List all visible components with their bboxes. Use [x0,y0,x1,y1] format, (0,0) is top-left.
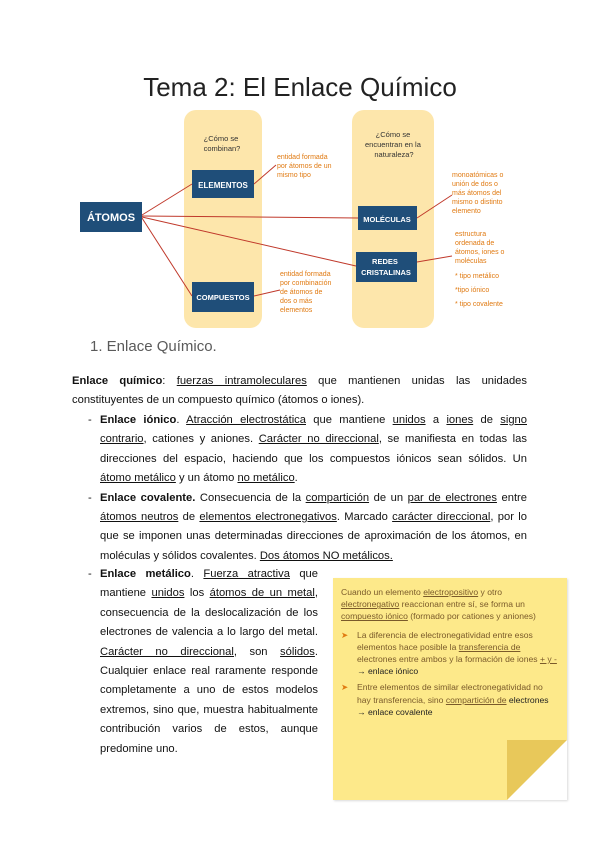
list-item-ionico: - Enlace iónico. Atracción electrostática que mantiene unidos a iones de signo contrario, cationes y aniones. Carácter no direccional, se manifiesta en todas las direcciones del espacio, haciendo que los compuestos iónicos sean sólidos. Un átomo metálico y un átomo no metálico. [88,414,527,485]
text: (formado por cationes y aniones) [407,611,536,622]
moleculas-label: MOLÉCULAS [363,215,411,224]
sticky-note [333,578,567,800]
text: . [294,472,298,485]
u-electronegativos: elementos electronegativos [199,511,337,524]
text: , cationes y aniones. [143,433,259,446]
section-heading: 1. Enlace Químico. [90,338,217,355]
note-elementos: entidad formada por átomos de un mismo tipo [277,154,332,179]
atomos-label: ÁTOMOS [86,212,136,224]
u-dos-atomos: Dos átomos NO metálicos. [259,549,393,562]
question-combinan: ¿Cómo se combinan? [203,134,241,153]
u-signo: signo contrario [100,414,527,446]
text: transferencia de [458,641,521,652]
text: reaccionan entre sí, se forma un [399,599,525,610]
u-atraccion: Atracción electrostática [186,414,306,426]
term-ionico: Enlace iónico [100,414,177,426]
u-caracter: Carácter no direccional [258,433,379,446]
text: los [184,587,210,600]
term-enlace-quimico: Enlace químico [72,375,163,387]
text: electronegativo [341,599,400,610]
text: que mantiene [100,568,318,600]
text: y un átomo [175,472,238,485]
u-comparticion: compartición [305,491,370,504]
underline-fuerzas: fuerzas intramoleculares [176,375,307,387]
u-direccional: carácter direccional [392,511,491,524]
note-paragraph [341,586,559,623]
text: . [190,568,204,580]
u-unidos: unidos [392,414,426,426]
question-naturaleza: ¿Cómo se encuentran en la naturaleza? [365,130,421,159]
elementos-label: ELEMENTOS [198,181,248,190]
text: , por lo que se imponen unas determinadas direcciones de aproximación de los átomos, en moléculas y sólidos covalentes. [100,511,527,562]
u-no-direccional: Carácter no direccional, [100,645,237,658]
text: → enlace iónico [357,666,419,677]
list-item-metalico: - Enlace metálico. Fuerza atractiva que mantiene unidos los átomos de un metal, consecuencia de la deslocalización de los electrones de valencia a lo largo del metal. Carácter no direccional, son sólidos. Cualquier enlace real raramente responde completamente a uno de estos modelos extremos, sino que, muestra habitualmente contribución varios de estos, aunque predomine uno. [88,568,318,755]
intro-paragraph: Enlace químico: fuerzas intramoleculares que mantienen unidas las unidades constituyentes de un compuesto químico (átomos o iones). [72,375,527,407]
note-bullet-ionico [341,629,559,678]
u-fuerza: Fuerza atractiva [203,568,290,580]
redes-label: REDES CRISTALINAS [361,257,411,277]
text: , consecuencia de la deslocalización de los electrones de valencia a lo largo del metal. [100,587,318,639]
text: de [473,414,501,426]
u-solidos: sólidos [280,645,315,658]
text: Cuando un elemento [341,587,424,597]
term-metalico: Enlace metálico [100,568,191,580]
text: Consecuencia de la [195,491,306,504]
text: . Cualquier enlace real raramente responde completamente a uno de estos modelos extremos, sino que, muestra habitualmente contribución varios de estos, aunque predomine uno. [100,645,318,755]
text: + y - [539,654,557,665]
text: que mantiene [306,414,393,426]
u-unidos: unidos [151,587,185,600]
u-metalico: átomo metálico [100,472,176,485]
term-covalente: Enlace covalente. [100,491,196,504]
tipos-list: * tipo metálico *tipo iónico * tipo covalente [455,273,503,308]
bond-list [72,411,527,566]
text: entre [496,491,528,504]
list-item-covalente: - Enlace covalente. Consecuencia de la compartición de un par de electrones entre átomos neutros de elementos electronegativos. Marcado carácter direccional, por lo que se imponen unas determinadas direcciones de aproximación de los átomos, en moléculas y sólidos covalentes. Dos átomos NO metálicos. [88,491,528,562]
text: electrones entre ambos y la formación de iones [357,654,540,665]
arrow-bullet-icon: ➤ [341,682,349,693]
text: Entre elementos de similar electronegatividad no hay transferencia, sino [357,682,543,705]
text: son [236,645,281,658]
metalico-block [72,565,318,759]
text: . Marcado [336,511,393,524]
text: electrones → enlace covalente [357,694,549,717]
note-redes: estructura ordenada de átomos, iones o moléculas [455,231,505,265]
text: La diferencia de electronegatividad entre esos elementos hace posible la [357,629,533,652]
arrow-bullet-icon: ➤ [341,629,349,640]
text: a [425,414,447,426]
text: , se manifiesta en todas las direcciones del espacio, haciendo que los compuestos iónicos sean sólidos. Un [100,433,527,465]
page-title: Tema 2: El Enlace Químico [143,72,457,102]
u-neutros: átomos neutros [100,511,179,524]
text: compartición de [445,694,507,705]
concept-diagram [0,0,600,340]
text: de un [369,491,408,504]
text: de [178,511,200,524]
u-iones: iones [446,414,474,426]
u-no-metalico: no metálico [237,472,295,485]
text: electropositivo [423,587,479,597]
text: y otro [478,587,503,597]
note-compuestos: entidad formada por combinación de átomos de dos o más elementos [280,271,332,314]
u-par: par de electrones [407,491,497,504]
text: compuesto iónico [341,611,408,622]
note-moleculas: monoatómicas o unión de dos o más átomos del mismo o distinto elemento [452,172,504,215]
compuestos-label: COMPUESTOS [196,293,250,302]
note-bullet-covalente [341,681,559,718]
intro-rest: que mantienen unidas las unidades constituyentes de un compuesto químico (átomos o iones). [72,375,527,407]
page-curl [507,740,567,800]
u-atomos-metal: átomos de un metal [209,587,315,600]
